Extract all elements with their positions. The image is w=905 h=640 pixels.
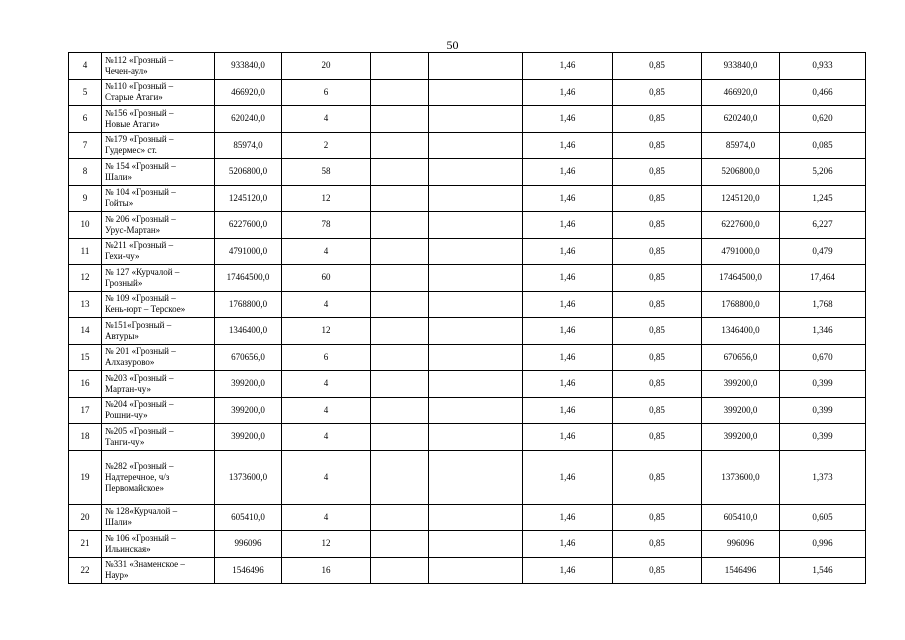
empty-cell [429, 132, 523, 159]
route-name-text: № 128«Курчалой – Шали» [105, 506, 178, 528]
empty-cell [429, 557, 523, 584]
value-cell: 466920,0 [215, 79, 282, 106]
route-name-text: № 206 «Грозный – Урус-Мартан» [105, 213, 176, 235]
coefficient-2-cell: 0,85 [613, 504, 702, 531]
count-cell: 20 [282, 53, 371, 80]
result-cell: 0,620 [780, 106, 866, 133]
route-name-cell [102, 504, 215, 531]
table-row [69, 238, 866, 265]
result-cell: 0,670 [780, 344, 866, 371]
route-name-cell [102, 238, 215, 265]
value-cell: 399200,0 [215, 397, 282, 424]
row-number-cell: 5 [69, 79, 102, 106]
total-cell: 933840,0 [702, 53, 780, 80]
result-cell: 6,227 [780, 212, 866, 239]
table-row [69, 371, 866, 398]
route-name-cell [102, 106, 215, 133]
empty-cell [371, 371, 429, 398]
coefficient-1-cell: 1,46 [523, 159, 613, 186]
total-cell: 6227600,0 [702, 212, 780, 239]
count-cell: 6 [282, 344, 371, 371]
route-name-cell [102, 265, 215, 292]
coefficient-1-cell: 1,46 [523, 291, 613, 318]
coefficient-1-cell: 1,46 [523, 212, 613, 239]
route-name-text: №110 «Грозный – Старые Атаги» [105, 81, 174, 103]
value-cell: 17464500,0 [215, 265, 282, 292]
row-number-cell: 13 [69, 291, 102, 318]
empty-cell [429, 79, 523, 106]
empty-cell [371, 291, 429, 318]
coefficient-2-cell: 0,85 [613, 318, 702, 345]
empty-cell [371, 79, 429, 106]
coefficient-2-cell: 0,85 [613, 106, 702, 133]
result-cell: 0,605 [780, 504, 866, 531]
row-number-cell: 6 [69, 106, 102, 133]
route-name-text: № 127 «Курчалой – Грозный» [105, 266, 180, 288]
coefficient-1-cell: 1,46 [523, 185, 613, 212]
table-row [69, 291, 866, 318]
total-cell: 1768800,0 [702, 291, 780, 318]
empty-cell [371, 424, 429, 451]
value-cell: 1546496 [215, 557, 282, 584]
route-name-text: №179 «Грозный – Гудермес» ст. [105, 134, 174, 156]
row-number-cell: 14 [69, 318, 102, 345]
route-name-text: № 109 «Грозный – Кень-юрт – Терское» [105, 293, 186, 315]
value-cell: 85974,0 [215, 132, 282, 159]
count-cell: 4 [282, 504, 371, 531]
empty-cell [429, 53, 523, 80]
empty-cell [371, 504, 429, 531]
count-cell: 2 [282, 132, 371, 159]
coefficient-1-cell: 1,46 [523, 531, 613, 558]
coefficient-2-cell: 0,85 [613, 265, 702, 292]
row-number-cell: 18 [69, 424, 102, 451]
count-cell: 4 [282, 450, 371, 504]
count-cell: 58 [282, 159, 371, 186]
empty-cell [371, 106, 429, 133]
value-cell: 1768800,0 [215, 291, 282, 318]
result-cell: 1,546 [780, 557, 866, 584]
count-cell: 6 [282, 79, 371, 106]
table-row [69, 504, 866, 531]
row-number-cell: 21 [69, 531, 102, 558]
empty-cell [429, 344, 523, 371]
empty-cell [371, 318, 429, 345]
route-name-cell [102, 185, 215, 212]
page-number: 50 [446, 38, 459, 52]
total-cell: 620240,0 [702, 106, 780, 133]
count-cell: 12 [282, 531, 371, 558]
coefficient-1-cell: 1,46 [523, 265, 613, 292]
route-name-cell [102, 159, 215, 186]
table-row [69, 185, 866, 212]
value-cell: 1245120,0 [215, 185, 282, 212]
empty-cell [371, 185, 429, 212]
route-name-cell [102, 424, 215, 451]
count-cell: 4 [282, 397, 371, 424]
total-cell: 1546496 [702, 557, 780, 584]
route-name-cell [102, 397, 215, 424]
result-cell: 0,399 [780, 424, 866, 451]
value-cell: 620240,0 [215, 106, 282, 133]
total-cell: 1346400,0 [702, 318, 780, 345]
table-row [69, 397, 866, 424]
total-cell: 605410,0 [702, 504, 780, 531]
coefficient-2-cell: 0,85 [613, 344, 702, 371]
coefficient-1-cell: 1,46 [523, 132, 613, 159]
total-cell: 399200,0 [702, 424, 780, 451]
value-cell: 399200,0 [215, 424, 282, 451]
table-row [69, 450, 866, 504]
result-cell: 1,245 [780, 185, 866, 212]
coefficient-1-cell: 1,46 [523, 344, 613, 371]
table-row [69, 424, 866, 451]
coefficient-2-cell: 0,85 [613, 159, 702, 186]
count-cell: 60 [282, 265, 371, 292]
route-name-text: № 106 «Грозный – Ильинская» [105, 532, 176, 554]
coefficient-2-cell: 0,85 [613, 397, 702, 424]
value-cell: 605410,0 [215, 504, 282, 531]
result-cell: 0,479 [780, 238, 866, 265]
coefficient-1-cell: 1,46 [523, 238, 613, 265]
route-name-cell [102, 531, 215, 558]
route-name-text: №203 «Грозный – Мартан-чу» [105, 372, 174, 394]
total-cell: 399200,0 [702, 397, 780, 424]
route-name-text: №211 «Грозный – Гехи-чу» [105, 240, 174, 262]
count-cell: 4 [282, 291, 371, 318]
value-cell: 670656,0 [215, 344, 282, 371]
route-name-text: № 154 «Грозный – Шали» [105, 160, 176, 182]
routes-table [68, 52, 866, 584]
result-cell: 0,466 [780, 79, 866, 106]
empty-cell [371, 238, 429, 265]
empty-cell [371, 265, 429, 292]
route-name-text: № 104 «Грозный – Гойты» [105, 187, 176, 209]
coefficient-1-cell: 1,46 [523, 504, 613, 531]
coefficient-1-cell: 1,46 [523, 53, 613, 80]
empty-cell [371, 344, 429, 371]
total-cell: 5206800,0 [702, 159, 780, 186]
count-cell: 12 [282, 185, 371, 212]
route-name-text: №112 «Грозный – Чечен-аул» [105, 54, 174, 76]
route-name-text: №151«Грозный – Автуры» [105, 319, 172, 341]
empty-cell [429, 185, 523, 212]
empty-cell [371, 159, 429, 186]
count-cell: 4 [282, 424, 371, 451]
value-cell: 1346400,0 [215, 318, 282, 345]
route-name-cell [102, 371, 215, 398]
coefficient-2-cell: 0,85 [613, 212, 702, 239]
row-number-cell: 12 [69, 265, 102, 292]
coefficient-2-cell: 0,85 [613, 53, 702, 80]
total-cell: 85974,0 [702, 132, 780, 159]
total-cell: 466920,0 [702, 79, 780, 106]
row-number-cell: 20 [69, 504, 102, 531]
route-name-cell [102, 132, 215, 159]
route-name-cell [102, 557, 215, 584]
table-body [69, 53, 866, 584]
result-cell: 17,464 [780, 265, 866, 292]
table-row [69, 106, 866, 133]
row-number-cell: 9 [69, 185, 102, 212]
coefficient-2-cell: 0,85 [613, 79, 702, 106]
route-name-cell [102, 212, 215, 239]
empty-cell [429, 238, 523, 265]
route-name-cell [102, 291, 215, 318]
empty-cell [429, 531, 523, 558]
value-cell: 5206800,0 [215, 159, 282, 186]
result-cell: 0,085 [780, 132, 866, 159]
route-name-text: №282 «Грозный – Надтеречное, ч/з Первомайское» [105, 460, 174, 493]
count-cell: 4 [282, 106, 371, 133]
route-name-text: № 201 «Грозный – Алхазурово» [105, 346, 176, 368]
empty-cell [429, 504, 523, 531]
empty-cell [371, 132, 429, 159]
coefficient-1-cell: 1,46 [523, 318, 613, 345]
route-name-text: №156 «Грозный – Новые Атаги» [105, 107, 174, 129]
value-cell: 933840,0 [215, 53, 282, 80]
count-cell: 4 [282, 238, 371, 265]
coefficient-2-cell: 0,85 [613, 238, 702, 265]
row-number-cell: 10 [69, 212, 102, 239]
coefficient-2-cell: 0,85 [613, 557, 702, 584]
empty-cell [429, 371, 523, 398]
count-cell: 78 [282, 212, 371, 239]
empty-cell [371, 450, 429, 504]
table-row [69, 344, 866, 371]
route-name-cell [102, 344, 215, 371]
row-number-cell: 11 [69, 238, 102, 265]
coefficient-1-cell: 1,46 [523, 557, 613, 584]
value-cell: 996096 [215, 531, 282, 558]
table-row [69, 265, 866, 292]
coefficient-2-cell: 0,85 [613, 291, 702, 318]
coefficient-2-cell: 0,85 [613, 185, 702, 212]
route-name-text: №204 «Грозный – Рошни-чу» [105, 399, 174, 421]
result-cell: 1,373 [780, 450, 866, 504]
empty-cell [429, 291, 523, 318]
route-name-text: №205 «Грозный – Танги-чу» [105, 425, 174, 447]
row-number-cell: 4 [69, 53, 102, 80]
coefficient-2-cell: 0,85 [613, 371, 702, 398]
total-cell: 1373600,0 [702, 450, 780, 504]
route-name-cell [102, 318, 215, 345]
table-row [69, 79, 866, 106]
empty-cell [371, 397, 429, 424]
count-cell: 16 [282, 557, 371, 584]
result-cell: 0,996 [780, 531, 866, 558]
row-number-cell: 16 [69, 371, 102, 398]
coefficient-2-cell: 0,85 [613, 132, 702, 159]
table-row [69, 159, 866, 186]
row-number-cell: 15 [69, 344, 102, 371]
coefficient-1-cell: 1,46 [523, 371, 613, 398]
result-cell: 0,399 [780, 397, 866, 424]
empty-cell [429, 106, 523, 133]
result-cell: 5,206 [780, 159, 866, 186]
total-cell: 670656,0 [702, 344, 780, 371]
table-row [69, 132, 866, 159]
table-row [69, 53, 866, 80]
total-cell: 399200,0 [702, 371, 780, 398]
value-cell: 6227600,0 [215, 212, 282, 239]
row-number-cell: 7 [69, 132, 102, 159]
total-cell: 996096 [702, 531, 780, 558]
total-cell: 4791000,0 [702, 238, 780, 265]
empty-cell [429, 212, 523, 239]
row-number-cell: 8 [69, 159, 102, 186]
table-row [69, 318, 866, 345]
coefficient-2-cell: 0,85 [613, 424, 702, 451]
row-number-cell: 19 [69, 450, 102, 504]
table-row [69, 531, 866, 558]
result-cell: 0,399 [780, 371, 866, 398]
empty-cell [429, 424, 523, 451]
value-cell: 1373600,0 [215, 450, 282, 504]
empty-cell [371, 557, 429, 584]
route-name-cell [102, 450, 215, 504]
coefficient-1-cell: 1,46 [523, 424, 613, 451]
total-cell: 1245120,0 [702, 185, 780, 212]
total-cell: 17464500,0 [702, 265, 780, 292]
value-cell: 4791000,0 [215, 238, 282, 265]
coefficient-1-cell: 1,46 [523, 79, 613, 106]
empty-cell [429, 318, 523, 345]
result-cell: 0,933 [780, 53, 866, 80]
empty-cell [371, 531, 429, 558]
count-cell: 4 [282, 371, 371, 398]
coefficient-1-cell: 1,46 [523, 397, 613, 424]
empty-cell [371, 53, 429, 80]
result-cell: 1,346 [780, 318, 866, 345]
coefficient-2-cell: 0,85 [613, 450, 702, 504]
route-name-cell [102, 79, 215, 106]
route-name-cell [102, 53, 215, 80]
empty-cell [429, 265, 523, 292]
table-row [69, 212, 866, 239]
coefficient-1-cell: 1,46 [523, 106, 613, 133]
table-row [69, 557, 866, 584]
coefficient-1-cell: 1,46 [523, 450, 613, 504]
row-number-cell: 22 [69, 557, 102, 584]
route-name-text: №331 «Знаменское – Наур» [105, 559, 185, 581]
empty-cell [429, 450, 523, 504]
empty-cell [429, 397, 523, 424]
coefficient-2-cell: 0,85 [613, 531, 702, 558]
empty-cell [371, 212, 429, 239]
count-cell: 12 [282, 318, 371, 345]
empty-cell [429, 159, 523, 186]
value-cell: 399200,0 [215, 371, 282, 398]
row-number-cell: 17 [69, 397, 102, 424]
result-cell: 1,768 [780, 291, 866, 318]
